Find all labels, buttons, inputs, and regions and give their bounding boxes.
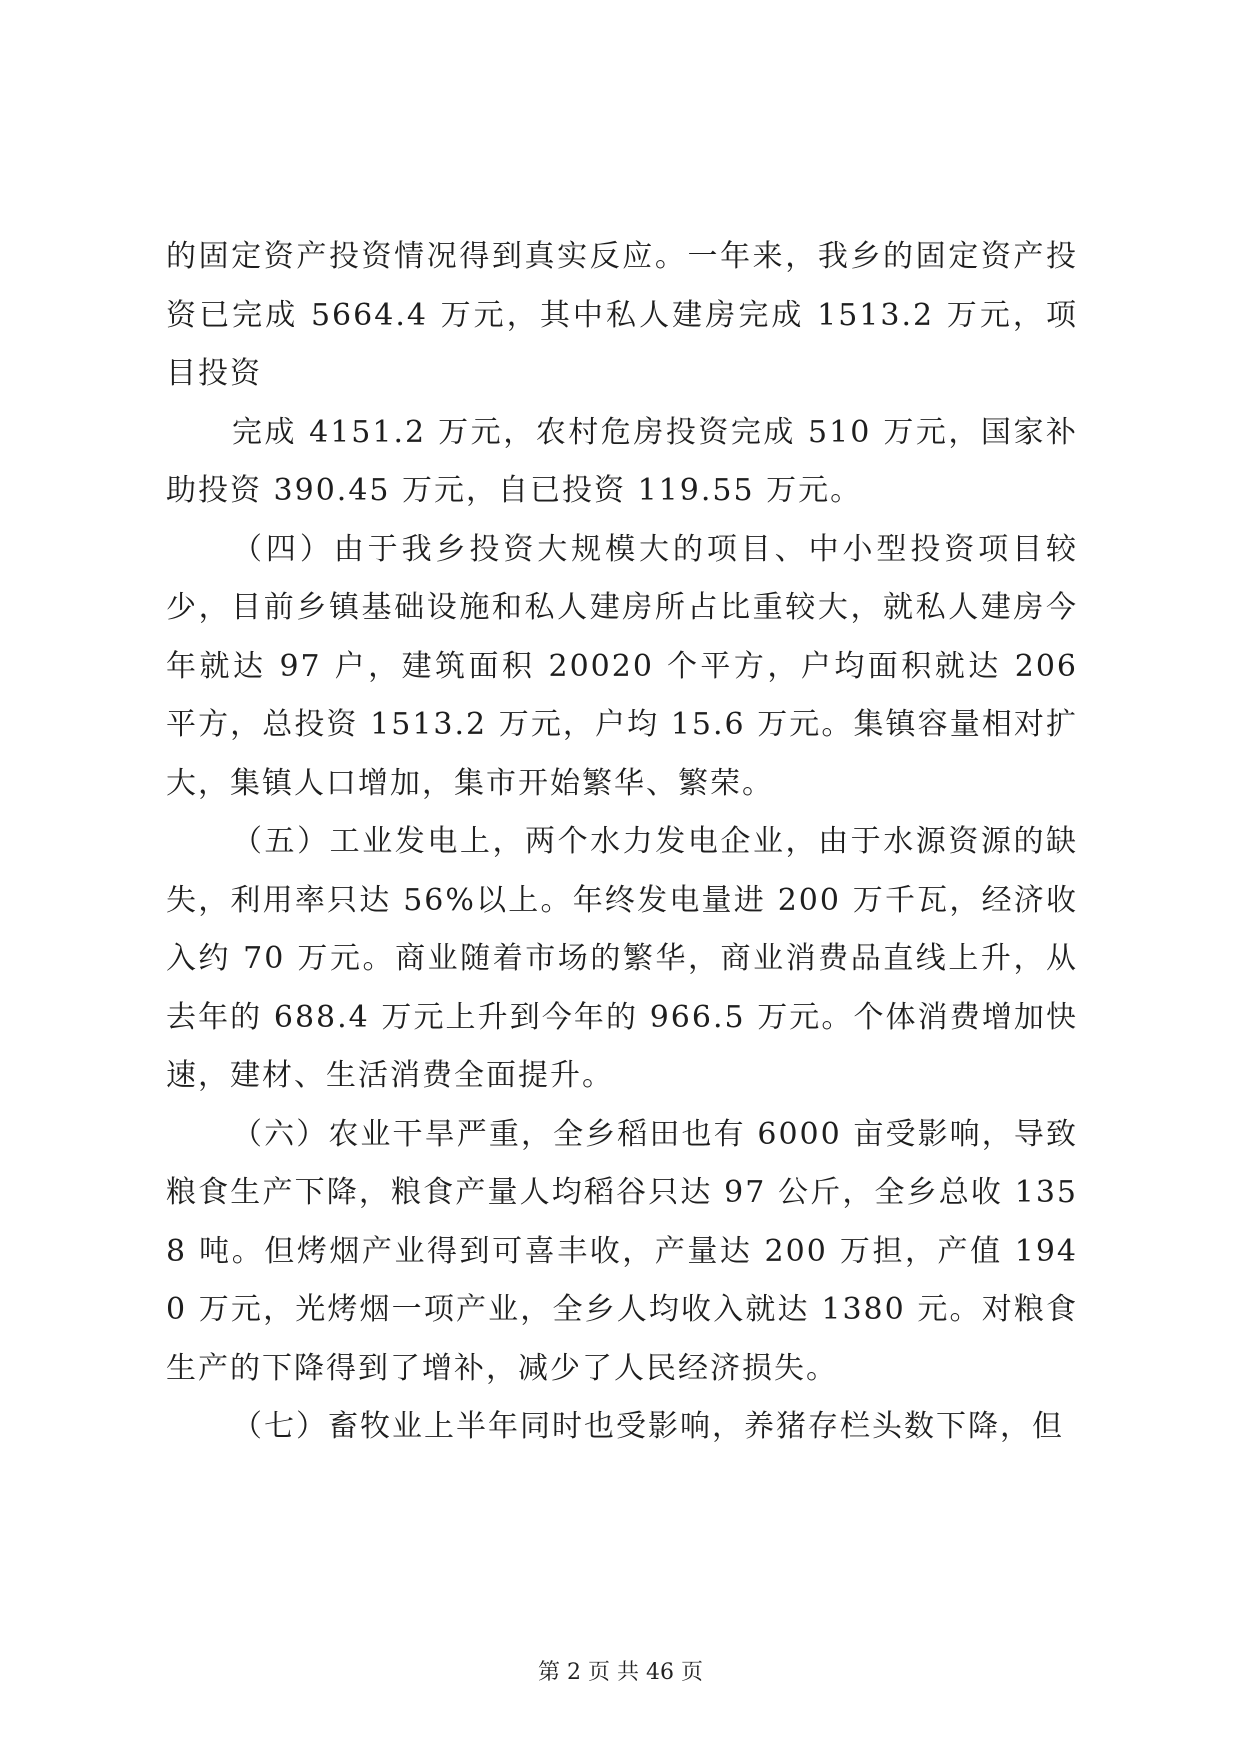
page-number-footer: 第 2 页 共 46 页: [538, 1660, 703, 1685]
document-body: [166, 228, 1078, 1457]
paragraph-section-4: （四）由于我乡投资大规模大的项目、中小型投资项目较少，目前乡镇基础设施和私人建房所占比重较大，就私人建房今年就达 97 户，建筑面积 20020 个平方，户均面积就达 206 平方，总投资 1513.2 万元，户均 15.6 万元。集镇容量相对扩大，集镇人口增加，集市开始繁华、繁荣。: [166, 531, 1078, 801]
paragraph-section-5: （五）工业发电上，两个水力发电企业，由于水源资源的缺失，利用率只达 56%以上。年终发电量进 200 万千瓦，经济收入约 70 万元。商业随着市场的繁华，商业消费品直线上升，从去年的 688.4 万元上升到今年的 966.5 万元。个体消费增加快速，建材、生活消费全面提升。: [166, 824, 1078, 1093]
paragraph-investment-detail: 完成 4151.2 万元，农村危房投资完成 510 万元，国家补助投资 390.45 万元，自已投资 119.55 万元。: [166, 414, 1078, 508]
paragraph-investment-continued: 的固定资产投资情况得到真实反应。一年来，我乡的固定资产投资已完成 5664.4 万元，其中私人建房完成 1513.2 万元，项目投资: [166, 239, 1078, 391]
paragraph-section-6: （六）农业干旱严重，全乡稻田也有 6000 亩受影响，导致粮食生产下降，粮食产量人均稻谷只达 97 公斤，全乡总收 1358 吨。但烤烟产业得到可喜丰收，产量达 200 万担，产值 1940 万元，光烤烟一项产业，全乡人均收入就达 1380 元。对粮食生产的下降得到了增补，减少了人民经济损失。: [166, 1116, 1078, 1386]
paragraph-section-7: （七）畜牧业上半年同时也受影响，养猪存栏头数下降，但: [232, 1409, 1064, 1444]
